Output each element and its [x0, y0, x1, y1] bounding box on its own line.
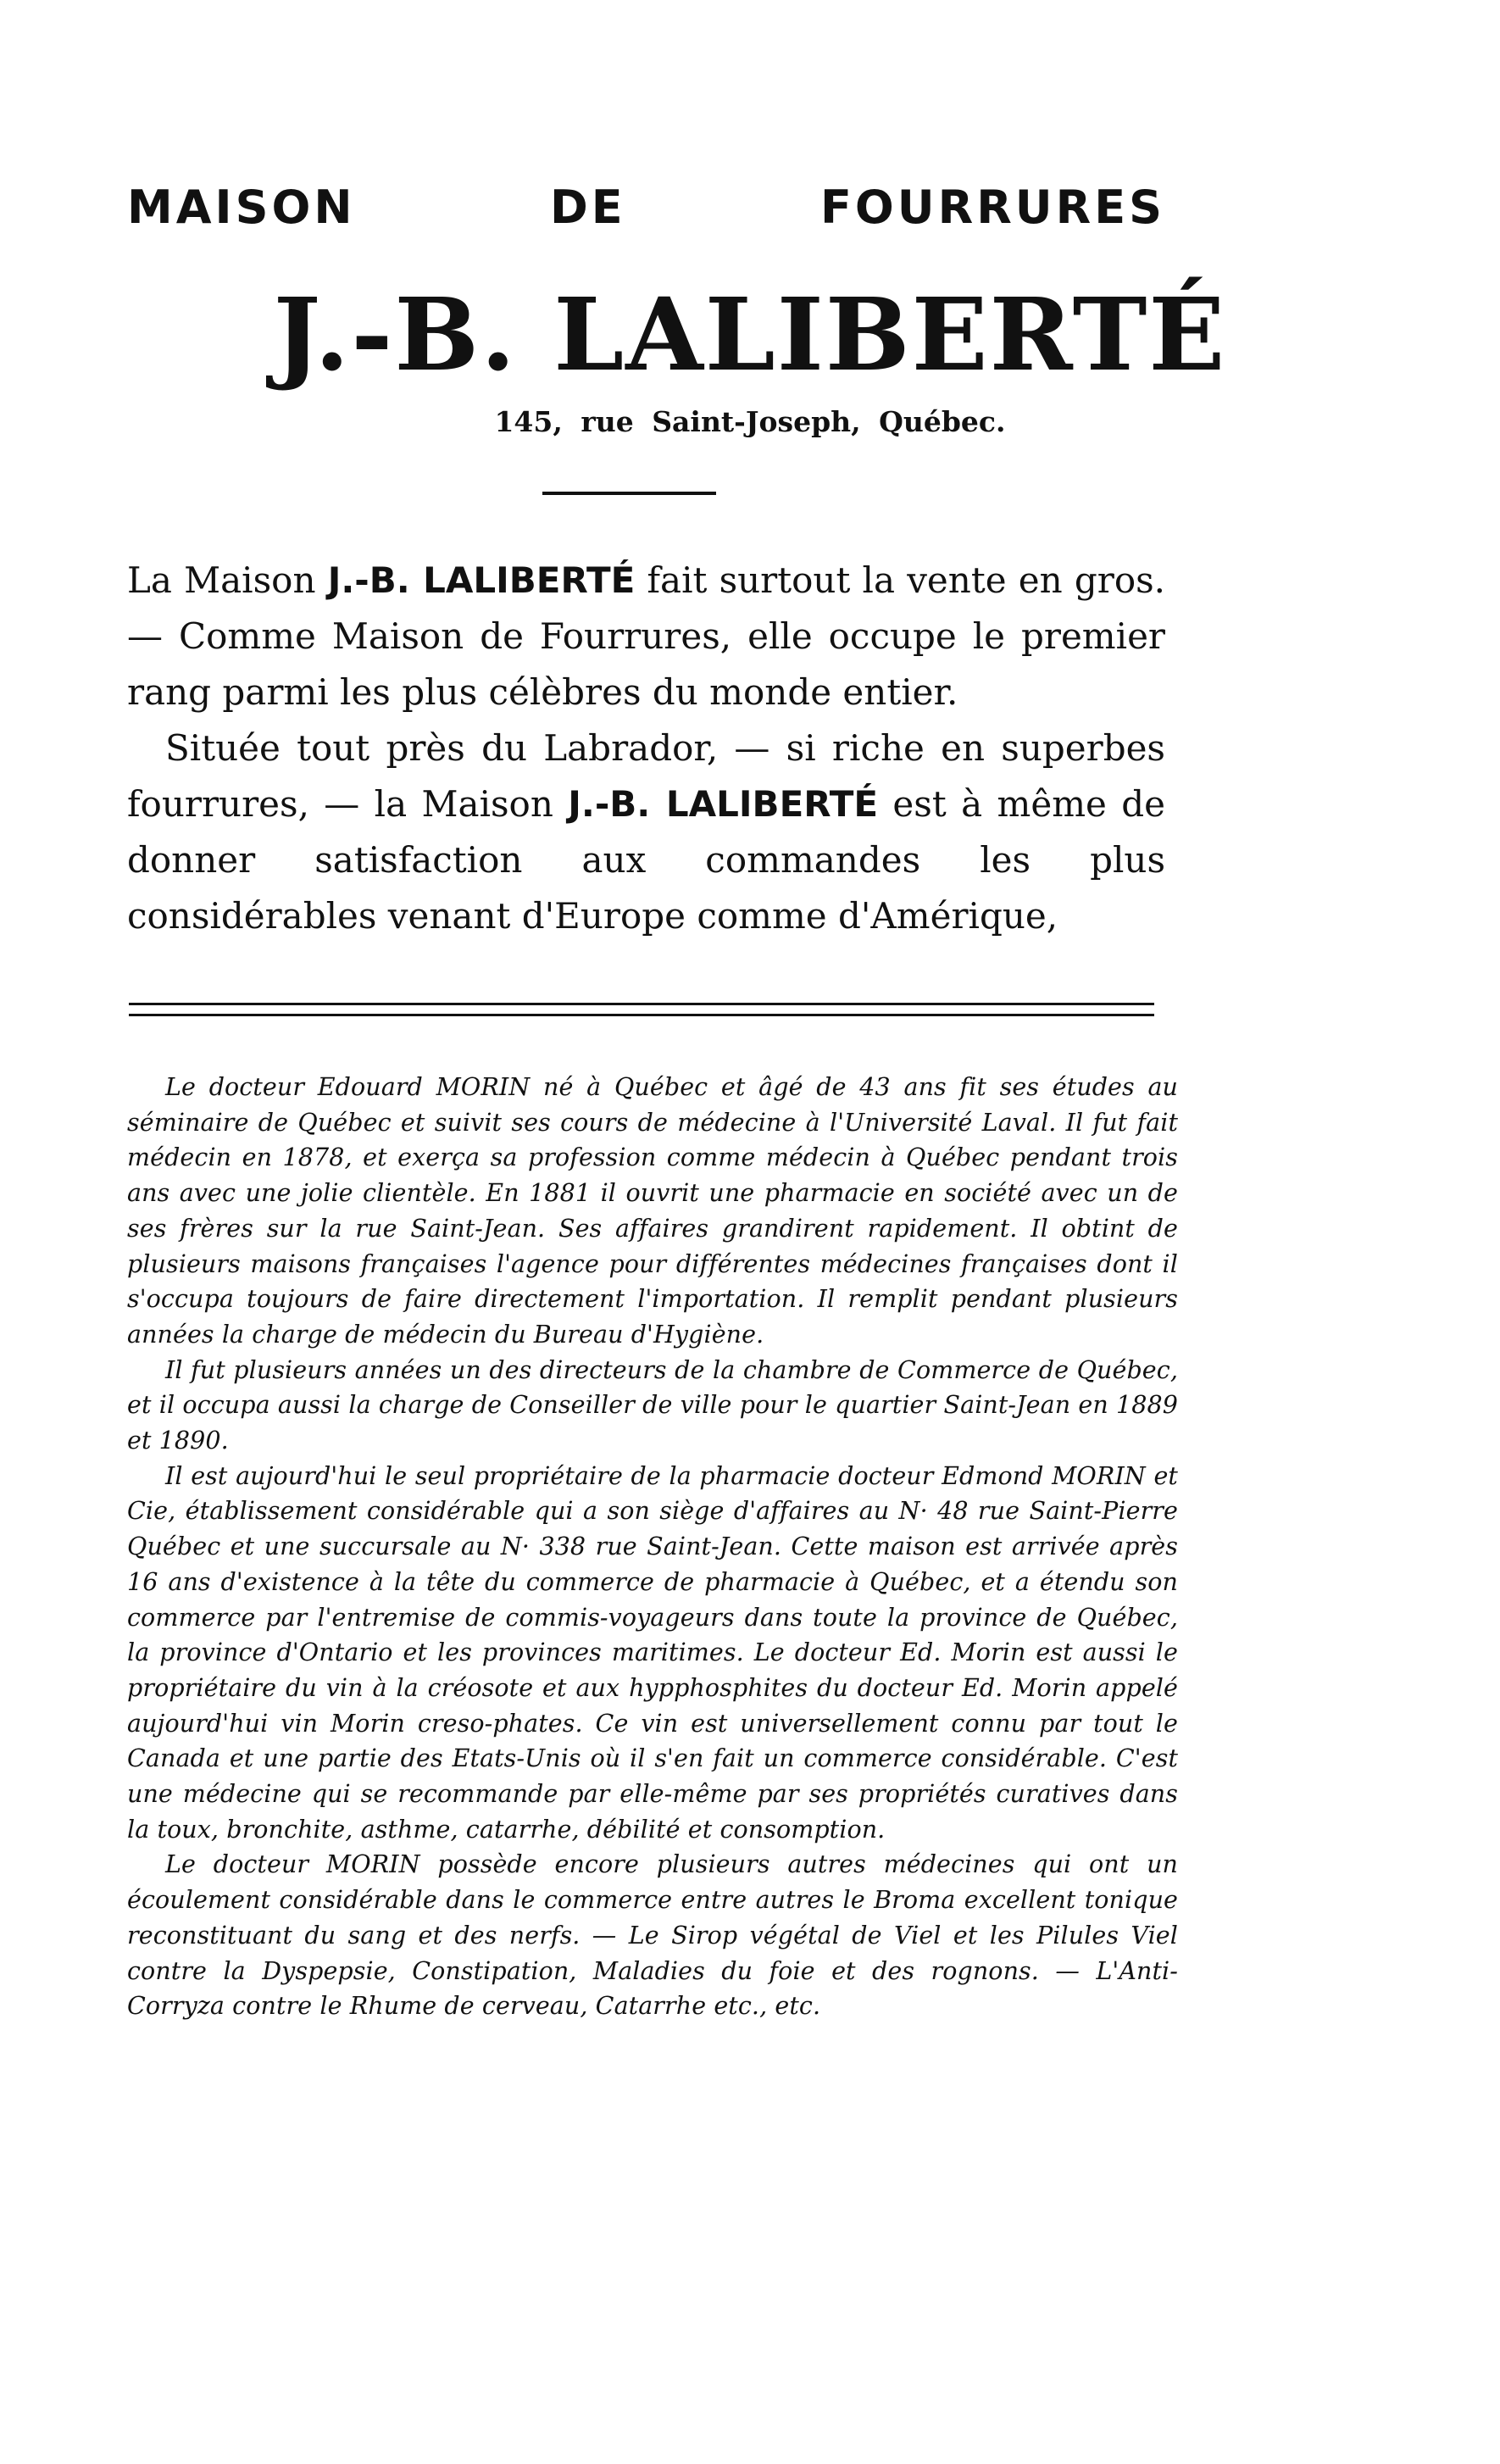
bio-paragraph-3: Il est aujourd'hui le seul propriétaire de la pharmacie docteur Edmond MORIN et Cie, établissement considérable qui a son siège d'affaires au N· 48 rue Saint-Pierre Québec et une succursale au N· 338 rue Saint-Jean. Cette maison est arrivée après 16 ans d'existence à la tête du commerce de pharmacie à Québec, et a étendu son commerce par l'entremise de commis-voyageurs dans toute la province de Québec, la province d'Ontario et les provinces maritimes. Le docteur Ed. Morin est aussi le propriétaire du vin à la créosote et aux hypphosphites du docteur Ed. Morin appelé aujourd'hui vin Morin creso-phates. Ce vin est universellement connu par tout le Canada et une partie des Etats-Unis où il s'en fait un commerce considérable. C'est une médecine qui se recommande par elle-même par ses propriétés curatives dans la toux, bronchite, asthme, catarrhe, débilité et consomption.	[127, 1461, 1178, 1844]
ad-p1-end: fait surtout la vente en gros. — Comme Maison de Fourrures, elle occupe le premier rang parmi les plus célèbres du monde entier.	[127, 559, 1166, 713]
house-heading: MAISON DE FOURRURES	[127, 181, 1165, 234]
brand-title: J.-B. LALIBERTÉ	[273, 275, 1227, 393]
address-line: 145, rue Saint-Joseph, Québec.	[494, 405, 1006, 438]
ad-p1-brand-name: J.-B. LALIBERTÉ	[327, 559, 636, 601]
ad-p2-end: est à même de donner satisfaction aux commandes les plus considérables venant d'Europe comme d'Amérique,	[127, 783, 1165, 937]
biography-text	[127, 1070, 1178, 2024]
bio-paragraph-4: Le docteur MORIN possède encore plusieurs autres médecines qui ont un écoulement considérable dans le commerce entre autres le Broma excellent tonique reconstituant du sang et des nerfs. — Le Sirop végétal de Viel et les Pilules Viel contre la Dyspepsie, Constipation, Maladies du foie et des rognons. — L'Anti-Corryza contre le Rhume de cerveau, Catarrhe etc., etc.	[127, 1850, 1178, 2021]
ad-p1-start: La Maison	[127, 559, 328, 601]
ad-paragraph-2	[127, 720, 1165, 944]
ad-paragraph-1	[127, 553, 1165, 720]
ad-p2-start: Située tout près du Labrador, — si riche en superbes fourrures, — la Maison	[127, 727, 1165, 825]
section-double-rule	[129, 1003, 1154, 1016]
header-divider	[542, 492, 716, 495]
ad-p2-brand-name: J.-B. LALIBERTÉ	[568, 783, 879, 825]
bio-paragraph-2: Il fut plusieurs années un des directeurs de la chambre de Commerce de Québec, et il occupa aussi la charge de Conseiller de ville pour le quartier Saint-Jean en 1889 et 1890.	[127, 1355, 1178, 1455]
advertisement-text	[127, 553, 1165, 944]
bio-paragraph-1: Le docteur Edouard MORIN né à Québec et âgé de 43 ans fit ses études au séminaire de Québec et suivit ses cours de médecine à l'Université Laval. Il fut fait médecin en 1878, et exerça sa profession comme médecin à Québec pendant trois ans avec une jolie clientèle. En 1881 il ouvrit une pharmacie en société avec un de ses frères sur la rue Saint-Jean. Ses affaires grandirent rapidement. Il obtint de plusieurs maisons françaises l'agence pour différentes médecines françaises dont il s'occupa toujours de faire directement l'importation. Il remplit pendant plusieurs années la charge de médecin du Bureau d'Hygiène.	[127, 1073, 1178, 1349]
